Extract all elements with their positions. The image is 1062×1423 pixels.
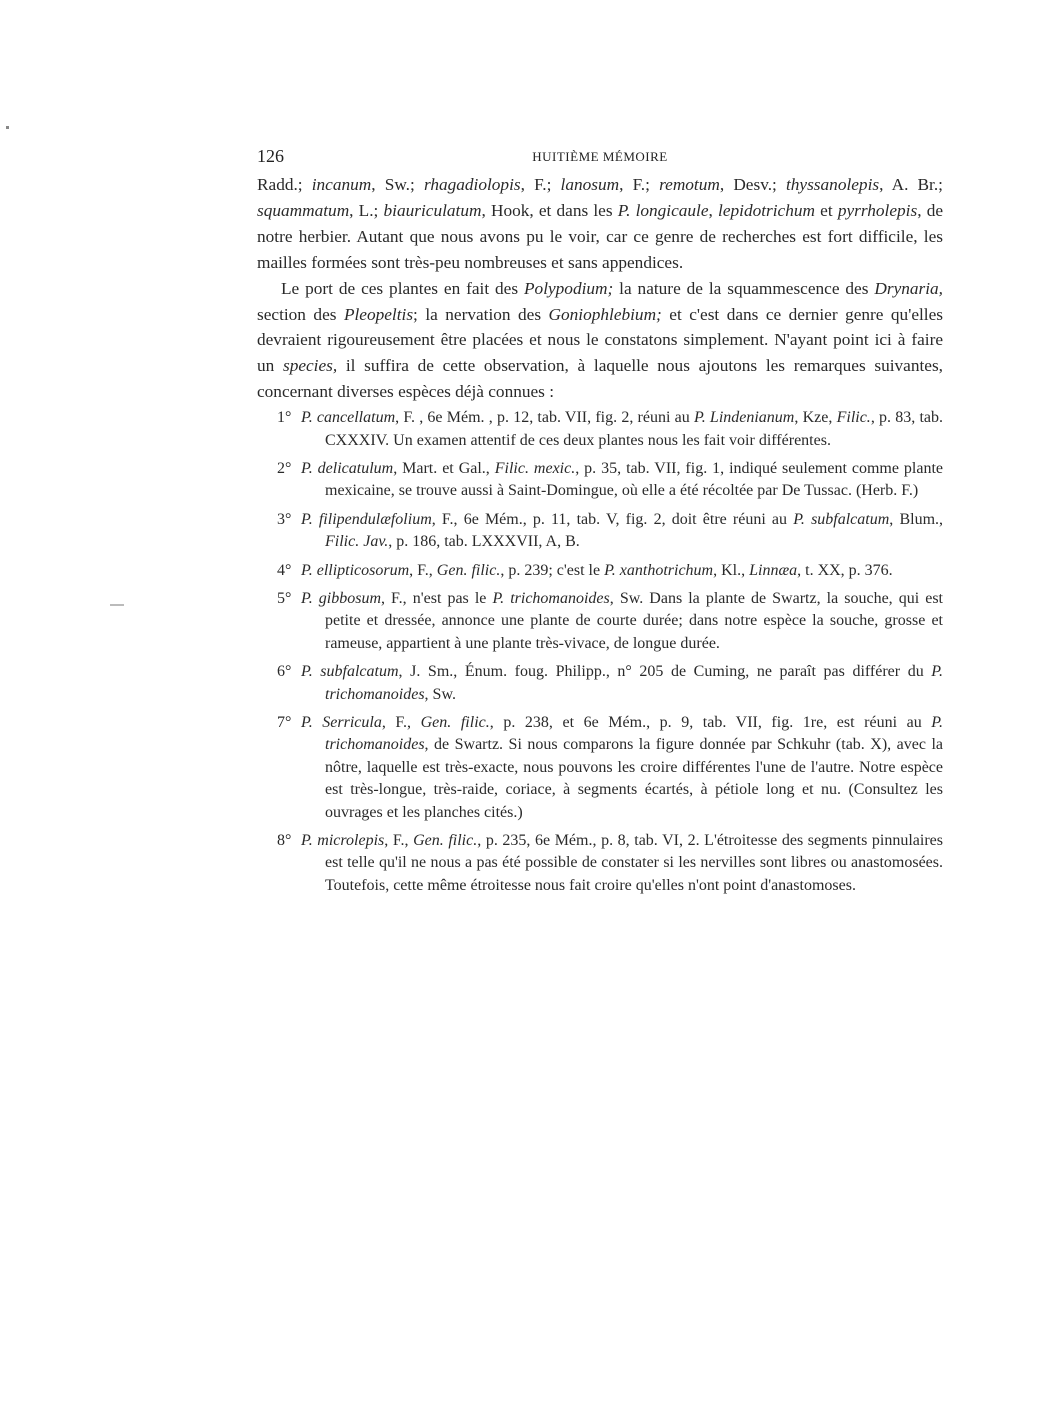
paragraph: Radd.; incanum, Sw.; rhagadiolopis, F.; lanosum, F.; remotum, Desv.; thyssanolepis, A. Br.; squammatum, L.; biauriculatum, Hook, et dans les P. longicaule, lepidotrichum et pyrrholepis, de notre herbier. Autant que nous avons pu le voir, car ce genre de recherches est fort difficile, les mailles formées sont très-peu nombreuses et sans appendices.	[257, 175, 944, 272]
paragraph: Le port de ces plantes en fait des Polypodium; la nature de la squammescence des Drynaria, section des Pleopeltis; la nervation des Goniophlebium; et c'est dans ce dernier genre qu'elles devraient rigoureusement être placées et nous le constatons simplement. N'ayant point ici à faire un species, il suffira de cette observation, à laquelle nous ajoutons les remarques suivantes, concernant diverses espèces déjà connues :	[257, 278, 944, 402]
list-item: 5°P. gibbosum, F., n'est pas le P. trichomanoides, Sw. Dans la plante de Swartz, la souche, qui est petite et dressée, annonce une plante de courte durée; dans notre espèce la souche, grosse et rameuse, appartient à une plante très-vivace, de longue durée.	[277, 590, 943, 652]
page-content	[257, 146, 943, 903]
page-header	[257, 146, 943, 172]
list-item: 1°P. cancellatum, F. , 6e Mém. , p. 12, tab. VII, fig. 2, réuni au P. Lindenianum, Kze, Filic., p. 83, tab. CXXXIV. Un examen attentif de ces deux plantes nous les fait voir différentes.	[277, 409, 944, 449]
page-number: 126	[257, 146, 284, 166]
body-text	[257, 172, 943, 405]
running-title: HUITIÈME MÉMOIRE	[532, 149, 668, 164]
list-item: 8°P. microlepis, F., Gen. filic., p. 235, 6e Mém., p. 8, tab. VI, 2. L'étroitesse des segments pinnulaires est telle qu'il ne nous a pas été possible de constater si les nervilles sont libres ou anastomosées. Toutefois, cette même étroitesse nous fait croire qu'elles n'ont point d'anastomoses.	[277, 832, 943, 894]
list-item: 3°P. filipendulæfolium, F., 6e Mém., p. 11, tab. V, fig. 2, doit être réuni au P. subfalcatum, Blum., Filic. Jav., p. 186, tab. LXXXVII, A, B.	[277, 510, 944, 551]
margin-mark	[6, 126, 9, 129]
list-item: 2°P. delicatulum, Mart. et Gal., Filic. mexic., p. 35, tab. VII, fig. 1, indiqué seulement comme plante mexicaine, se trouve aussi à Saint-Domingue, où elle a été récoltée par De Tussac. (Herb. F.)	[277, 459, 943, 500]
margin-mark	[110, 604, 124, 606]
list-item: 7°P. Serricula, F., Gen. filic., p. 238, et 6e Mém., p. 9, tab. VII, fig. 1re, est réuni au P. trichomanoides, de Swartz. Si nous comparons la figure donnée par Schkuhr (tab. X), avec la nôtre, laquelle est très-exacte, nous pouvons les croire différentes l'une de l'autre. Notre espèce est très-longue, très-raide, coriace, à segments écartés, à pétiole long et nu. (Consultez les ouvrages et les planches cités.)	[277, 714, 943, 821]
numbered-remarks	[257, 407, 943, 897]
list-item: 4°P. ellipticosorum, F., Gen. filic., p. 239; c'est le P. xanthotrichum, Kl., Linnæa, t. XX, p. 376.	[277, 561, 893, 579]
list-item: 6°P. subfalcatum, J. Sm., Énum. foug. Philipp., n° 205 de Cuming, ne paraît pas différer du P. trichomanoides, Sw.	[277, 663, 944, 703]
